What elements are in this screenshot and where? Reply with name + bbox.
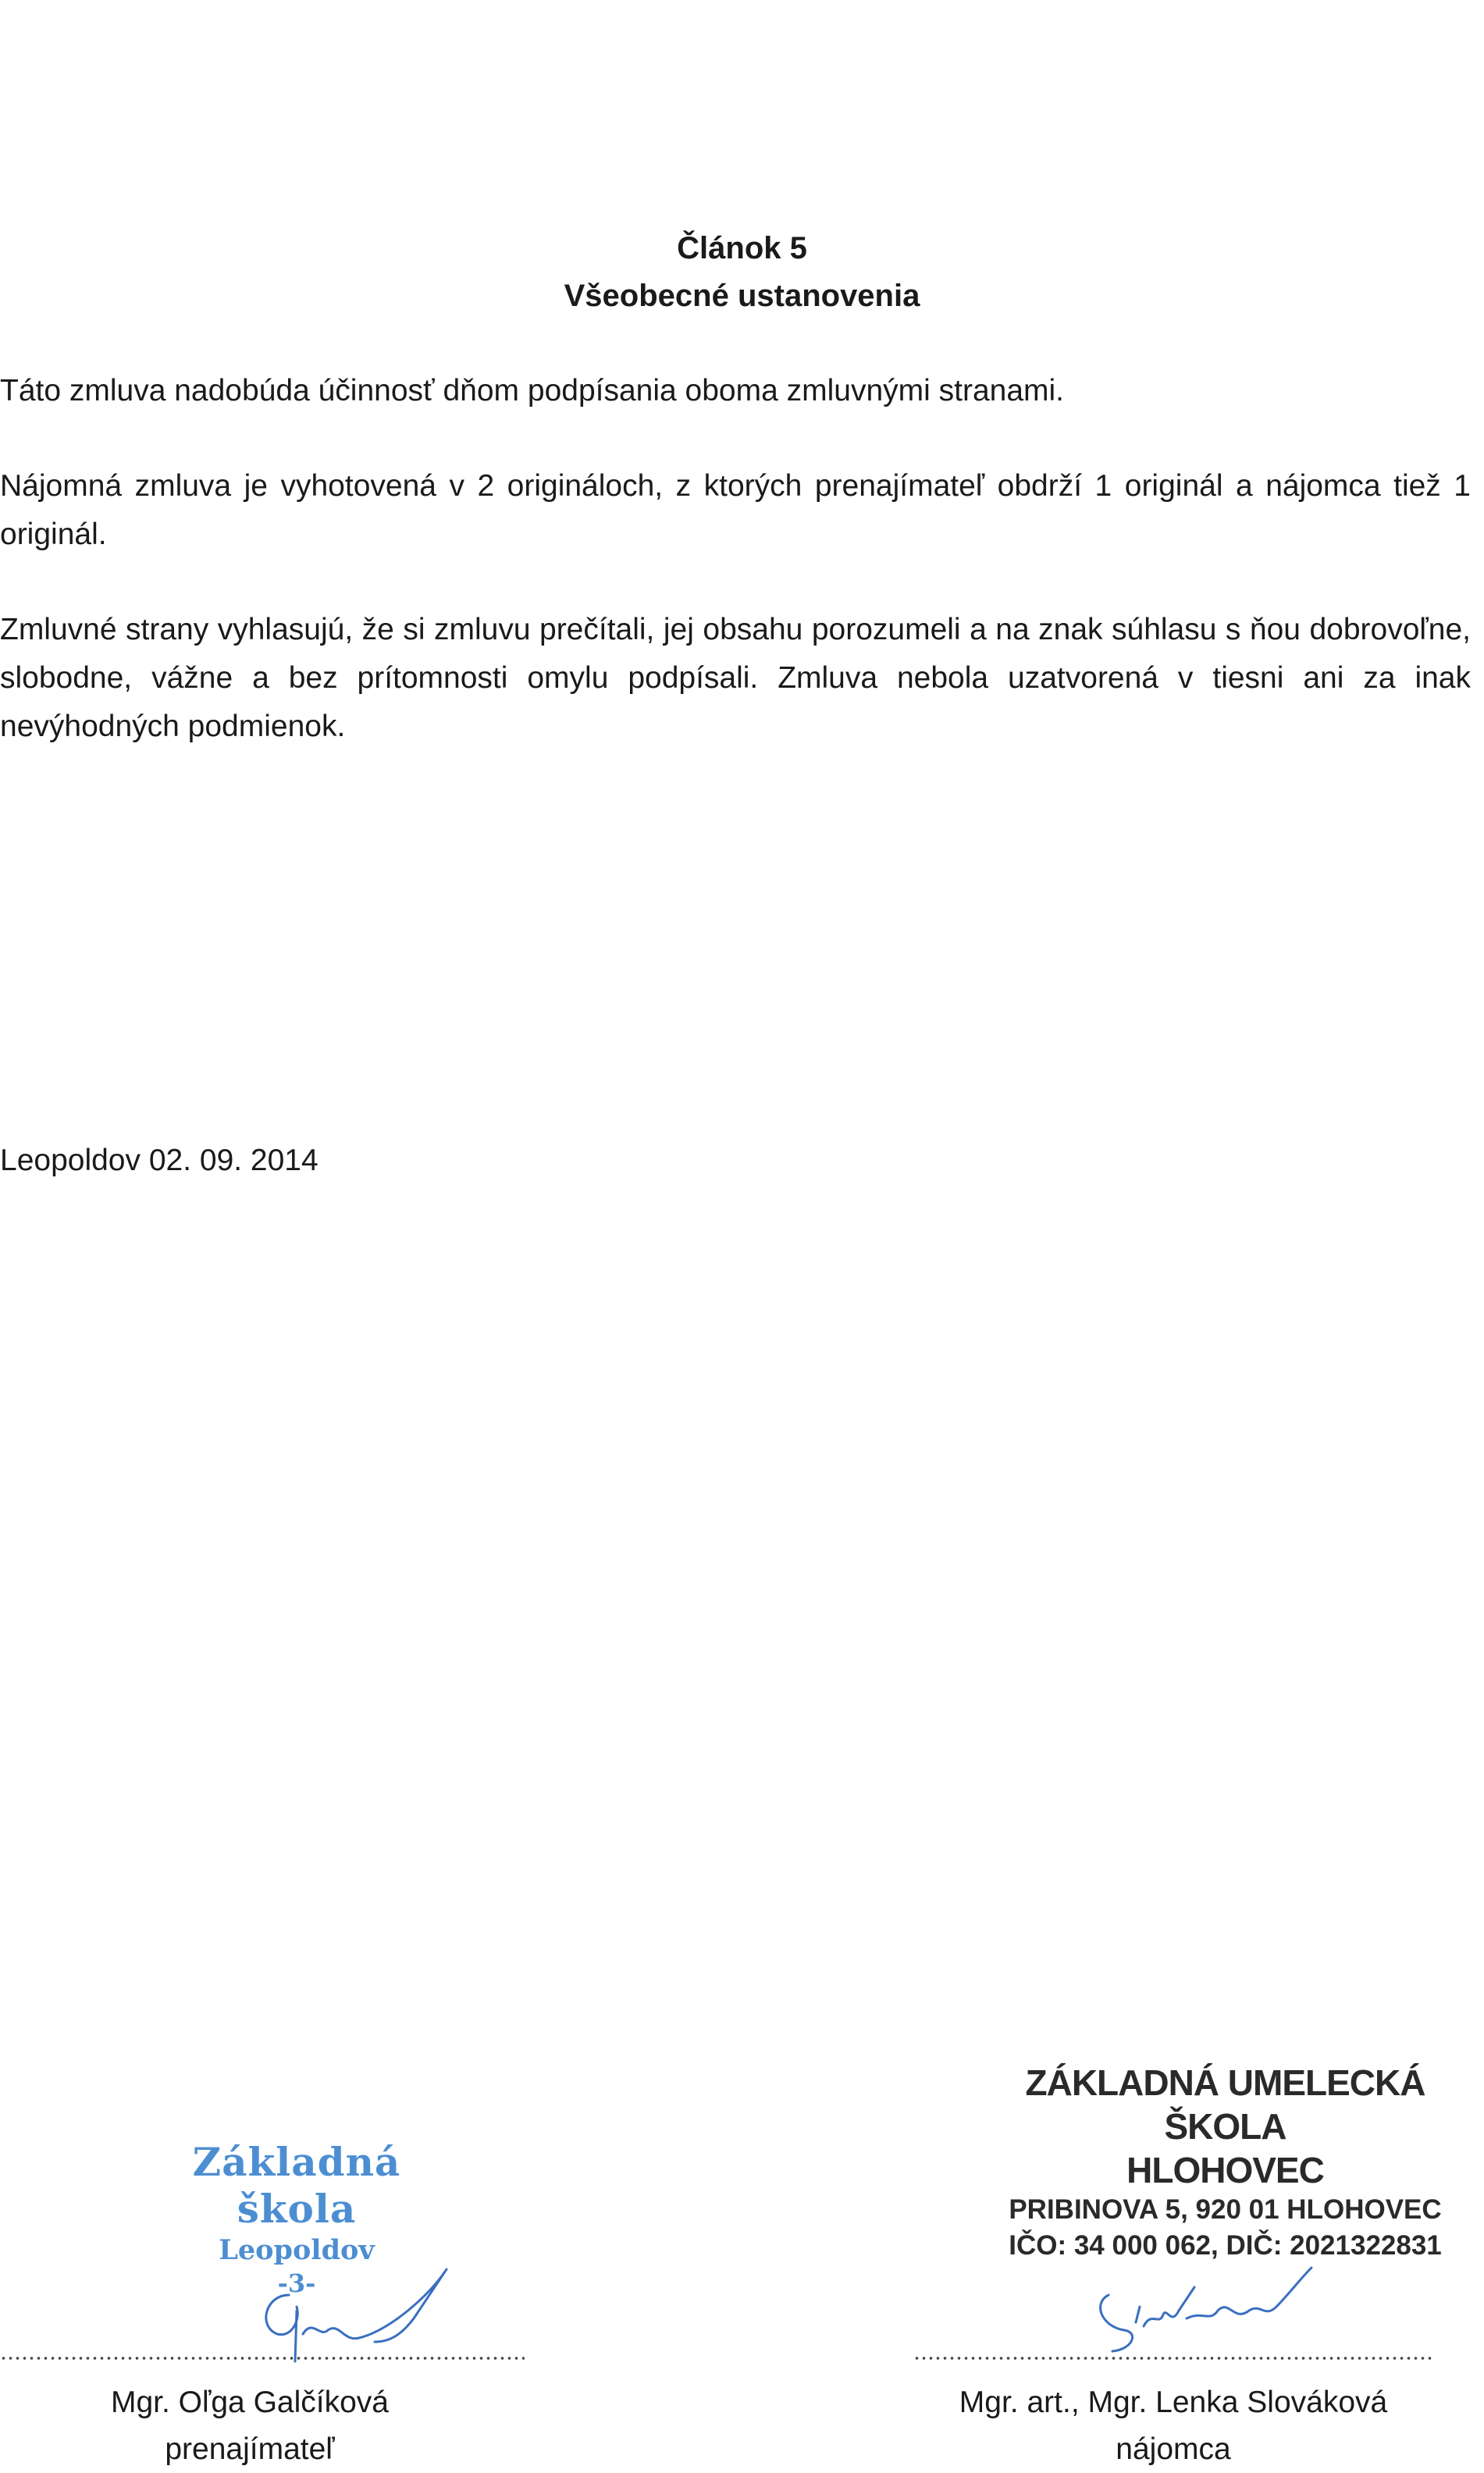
paragraph-originals: Nájomná zmluva je vyhotovená v 2 origináloch, z ktorých prenajímateľ obdrží 1 originál a nájomca tiež 1 originál. — [0, 469, 1471, 551]
tenant-stamp-line4: IČO: 34 000 062, DIČ: 2021322831 — [1009, 2230, 1442, 2261]
landlord-stamp-line2: Leopoldov — [219, 2234, 375, 2266]
tenant-stamp-line1: ZÁKLADNÁ UMELECKÁ ŠKOLA — [1025, 2062, 1425, 2147]
landlord-signature — [234, 2264, 468, 2365]
place-and-date: Leopoldov 02. 09. 2014 — [0, 1144, 319, 1177]
tenant-signature-line — [913, 2356, 1433, 2361]
tenant-stamp-line2: HLOHOVEC — [1126, 2150, 1324, 2190]
tenant-signature — [1077, 2264, 1327, 2357]
paragraph-effectiveness: Táto zmluva nadobúda účinnosť dňom podpísania oboma zmluvnými stranami. — [0, 374, 1065, 407]
tenant-signer — [882, 2379, 1464, 2473]
tenant-stamp — [966, 2061, 1484, 2264]
landlord-stamp-line3: -3- — [277, 2268, 316, 2298]
tenant-name: Mgr. art., Mgr. Lenka Slováková — [959, 2386, 1388, 2419]
article-number: Článok 5 — [677, 231, 807, 265]
landlord-stamp-line1: Základná škola — [192, 2139, 401, 2232]
paragraph-declaration: Zmluvné strany vyhlasujú, že si zmluvu prečítali, jej obsahu porozumeli a na znak súhlasu s ňou dobrovoľne, slobodne, vážne a bez prítomnosti omylu podpísali. Zmluva nebola uzatvorená v tiesni ani za inak nevýhodných podmienok. — [0, 613, 1471, 743]
landlord-signature-line — [0, 2356, 525, 2361]
landlord-role: prenajímateľ — [165, 2432, 335, 2466]
article-title: Všeobecné ustanovenia — [564, 279, 920, 313]
landlord-name: Mgr. Oľga Galčíková — [110, 2386, 389, 2419]
landlord-signer — [31, 2379, 468, 2473]
tenant-stamp-line3: PRIBINOVA 5, 920 01 HLOHOVEC — [1009, 2194, 1442, 2225]
tenant-role: nájomca — [1116, 2432, 1231, 2466]
